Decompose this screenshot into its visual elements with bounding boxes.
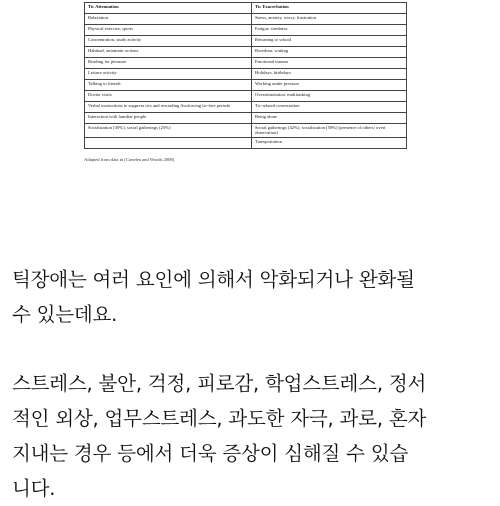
paragraph-line: 틱장애는 여러 요인에 의해서 악화되거나 완화될 — [12, 268, 415, 291]
paragraph-line: 니다. — [12, 477, 56, 500]
table-header-row — [85, 3, 407, 14]
attenuation-cell: Concentration, study activity — [85, 35, 252, 46]
paragraph-line: 적인 외상, 업무스트레스, 과도한 자극, 과로, 혼자 — [12, 407, 427, 430]
exacerbation-cell: Returning to school — [252, 35, 407, 46]
exacerbation-cell: Emotional trauma — [252, 57, 407, 68]
attenuation-cell: Reading for pleasure — [85, 57, 252, 68]
tic-factors-table — [84, 2, 407, 149]
header-tic-attenuation: Tic Attenuation — [85, 3, 252, 14]
attenuation-cell: Socialization (30%), social gatherings (25%) — [85, 123, 252, 137]
attenuation-cell: Leisure activity — [85, 68, 252, 79]
table-row — [85, 57, 407, 68]
intro-paragraph — [12, 262, 498, 332]
table-row — [85, 101, 407, 112]
attenuation-cell: Relaxation — [85, 13, 252, 24]
exacerbation-cell: Fatigue, tiredness — [252, 24, 407, 35]
exacerbation-cell: Transportation — [252, 137, 407, 148]
table-row — [85, 35, 407, 46]
attenuation-cell: Habitual, automatic actions — [85, 46, 252, 57]
tic-factors-table-container — [84, 2, 406, 149]
exacerbation-cell: Overstimulation, multitasking — [252, 90, 407, 101]
paragraph-line: 스트레스, 불안, 걱정, 피로감, 학업스트레스, 정서 — [12, 372, 427, 395]
table-row — [85, 68, 407, 79]
attenuation-cell: Interaction with familiar people — [85, 112, 252, 123]
table-row — [85, 24, 407, 35]
table-row — [85, 79, 407, 90]
exacerbation-cell: Tic-related conversation — [252, 101, 407, 112]
exacerbation-cell: Social gatherings (42%), socialization (50%) (presence of others/ overt observation) — [252, 123, 407, 137]
table-row — [85, 13, 407, 24]
table-row — [85, 123, 407, 137]
attenuation-cell: Talking to friends — [85, 79, 252, 90]
table-row — [85, 137, 407, 148]
exacerbation-cell: Stress, anxiety, worry, frustration — [252, 13, 407, 24]
attenuation-cell: Physical exercise, sports — [85, 24, 252, 35]
paragraph-line: 지내는 경우 등에서 더욱 증상이 심해질 수 있습 — [12, 442, 409, 465]
attenuation-cell: Verbal instructions to suppress tics and rewarding Avoforcing tic-free periods — [85, 101, 252, 112]
paragraph-line: 수 있는데요. — [12, 303, 118, 326]
attenuation-cell: Doctor visits — [85, 90, 252, 101]
attenuation-cell — [85, 137, 252, 148]
header-tic-exacerbation: Tic Exacerbation — [252, 3, 407, 14]
exacerbation-cell: Holidays, birthdays — [252, 68, 407, 79]
exacerbation-cell: Boredom, waiting — [252, 46, 407, 57]
table-row — [85, 112, 407, 123]
table-row — [85, 90, 407, 101]
exacerbation-cell: Being alone — [252, 112, 407, 123]
exacerbation-cell: Working under pressure — [252, 79, 407, 90]
table-source-caption: Adapted from data in (Conelea and Woods 2008) — [84, 157, 175, 162]
triggers-paragraph — [12, 366, 498, 506]
table-row — [85, 46, 407, 57]
